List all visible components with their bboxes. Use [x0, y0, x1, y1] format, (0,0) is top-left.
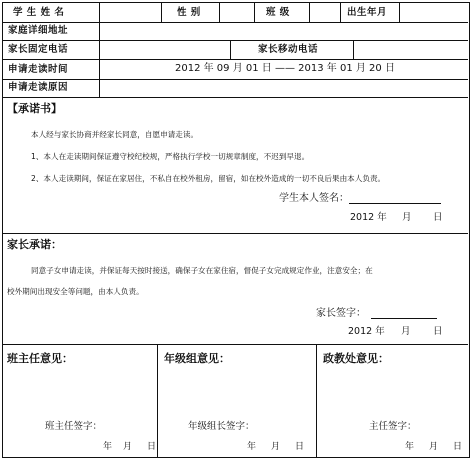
column-divider	[309, 3, 310, 22]
row-divider	[3, 97, 468, 98]
birthdate-label: 出生年月	[347, 7, 388, 18]
parent-date-year: 2012 年	[348, 326, 385, 337]
column-divider	[219, 3, 220, 22]
parent-signature-line[interactable]	[371, 308, 437, 319]
landline-field[interactable]	[103, 45, 227, 55]
grade-date-day: 日	[295, 442, 305, 452]
pledge-intro: 本人经与家长协商并经家长同意，自愿申请走读。	[31, 130, 199, 139]
column-divider	[161, 3, 162, 22]
pledge-date-month: 月	[402, 212, 412, 223]
homeroom-opinion-title: 班主任意见：	[7, 352, 73, 365]
mobile-field[interactable]	[356, 45, 464, 55]
address-field[interactable]	[103, 26, 463, 36]
grade-signature-label: 年级组长签字：	[188, 421, 255, 432]
grade-opinion-title: 年级组意见：	[164, 352, 230, 365]
grade-opinion-field[interactable]	[165, 368, 311, 410]
office-opinion-field[interactable]	[324, 368, 464, 410]
office-date-day: 日	[453, 442, 463, 452]
pledge-date-day: 日	[433, 212, 443, 223]
office-date-month: 月	[429, 442, 439, 452]
office-date-year: 年	[405, 442, 415, 452]
parent-title: 家长承诺：	[7, 238, 62, 251]
period-value: 2012 年 09 月 01 日 —— 2013 年 01 月 20 日	[175, 63, 395, 74]
row-divider	[3, 22, 468, 23]
homeroom-date-month: 月	[123, 442, 133, 452]
grade-date-month: 月	[271, 442, 281, 452]
grade-date-year: 年	[247, 442, 257, 452]
class-label: 班 级	[266, 7, 290, 18]
row-divider	[3, 40, 468, 41]
parent-date-month: 月	[401, 326, 411, 337]
mobile-label: 家长移动电话	[258, 44, 319, 55]
column-divider	[340, 3, 341, 22]
homeroom-date-day: 日	[147, 442, 157, 452]
pledge-title: 【承诺书】	[7, 102, 62, 115]
section-divider	[3, 233, 468, 234]
column-divider	[316, 344, 317, 458]
landline-label: 家长固定电话	[8, 44, 69, 55]
column-divider	[157, 344, 158, 458]
reason-field[interactable]	[103, 83, 463, 93]
homeroom-opinion-field[interactable]	[11, 368, 151, 410]
column-divider	[230, 40, 231, 59]
office-signature-label: 主任签字：	[369, 421, 417, 432]
gender-field[interactable]	[222, 8, 252, 18]
homeroom-signature-label: 班主任签字：	[45, 421, 103, 432]
pledge-date-year: 2012 年	[350, 212, 387, 223]
parent-text-line-1: 同意子女申请走读，并保证每天按时接送，确保子女在家住宿，督促子女完成规定作业，注意安全；在	[31, 266, 373, 275]
parent-text-line-2: 校外期间出现安全等问题，由本人负责。	[7, 287, 144, 296]
period-label: 申请走读时间	[8, 64, 69, 75]
class-field[interactable]	[312, 8, 338, 18]
gender-label: 性 别	[177, 7, 201, 18]
column-divider	[399, 3, 400, 22]
column-divider	[254, 3, 255, 22]
parent-signature-label: 家长签字：	[316, 308, 366, 319]
homeroom-date-year: 年	[103, 442, 113, 452]
student-signature-label: 学生本人签名：	[279, 193, 349, 204]
column-divider	[99, 3, 100, 98]
walking-student-application-form	[2, 2, 470, 458]
section-divider	[3, 344, 468, 345]
reason-label: 申请走读原因	[8, 82, 69, 93]
address-label: 家庭详细地址	[8, 25, 69, 36]
student-name-field[interactable]	[103, 8, 157, 18]
pledge-item-2: 2、本人走读期间，保证在家居住，不私自在校外租房，留宿，如在校外造成的一切不良后果由本人负责。	[31, 174, 386, 183]
pledge-item-1: 1、本人在走读期间保证遵守校纪校规，严格执行学校一切规章制度，不迟到早退。	[31, 152, 310, 161]
student-signature-line[interactable]	[349, 193, 441, 204]
row-divider	[3, 79, 468, 80]
parent-date-day: 日	[433, 326, 443, 337]
birthdate-field[interactable]	[402, 8, 464, 18]
student-name-label: 学 生 姓 名	[13, 7, 65, 18]
office-opinion-title: 政教处意见：	[323, 352, 389, 365]
row-divider	[3, 59, 468, 60]
column-divider	[353, 40, 354, 59]
